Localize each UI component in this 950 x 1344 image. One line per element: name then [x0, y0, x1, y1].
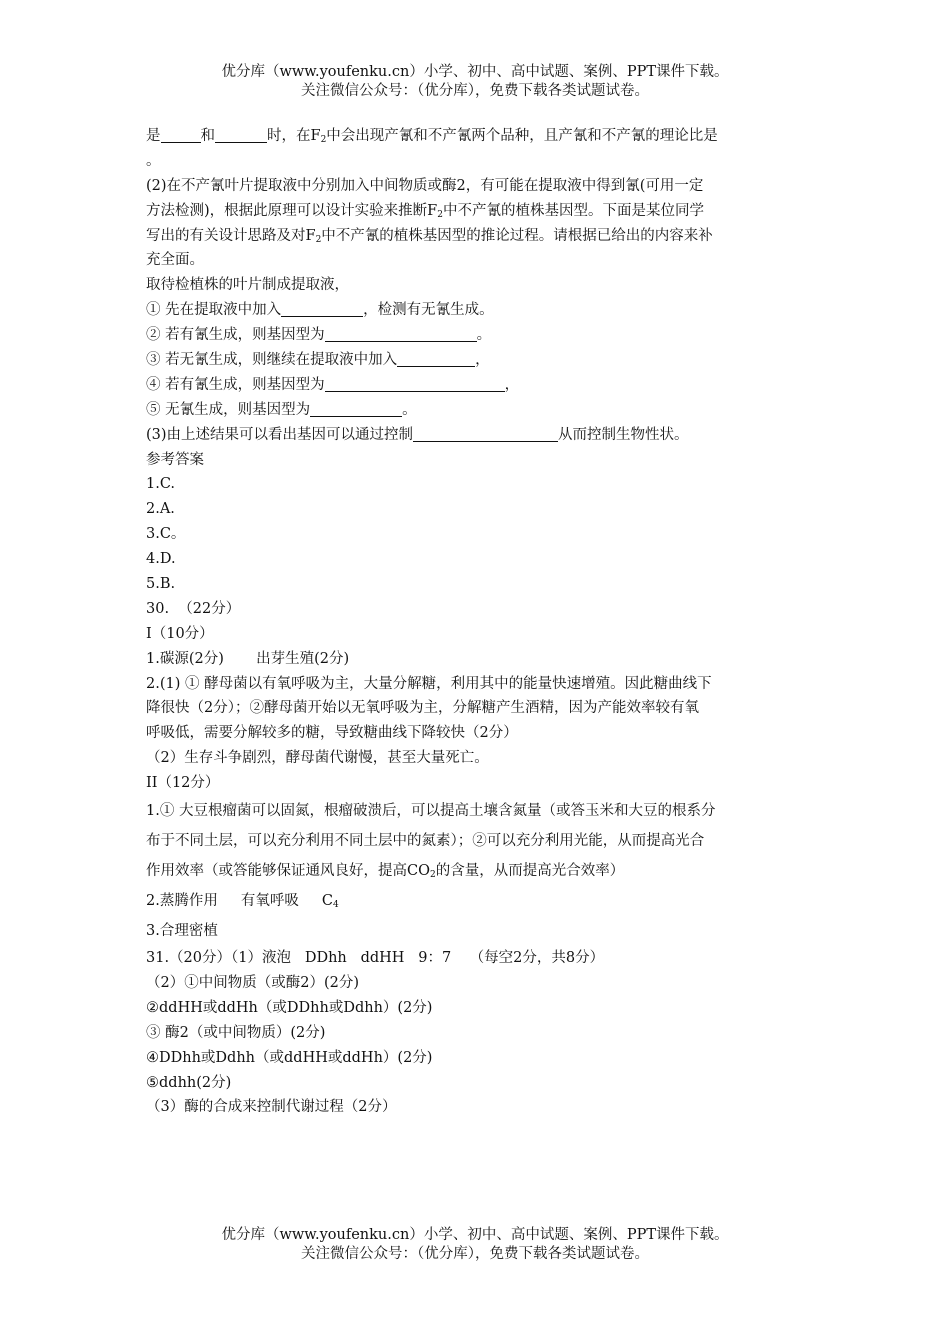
step-4: [146, 373, 811, 398]
text: 中不产氰的植株基因型的推论过程。请根据已给出的内容来补: [321, 227, 713, 244]
answer-30-2-1c: [146, 856, 811, 886]
text: 写出的有关设计思路及对F: [146, 227, 316, 244]
answer-31-6: ⑤ddhh(2分): [146, 1074, 232, 1091]
footer-line-2: 关注微信公众号：（优分库），免费下载各类试题试卷。: [301, 1246, 649, 1262]
answer-3: 3.C。: [146, 526, 186, 543]
answer-blank: [161, 127, 201, 143]
subscript: 2: [320, 135, 327, 145]
text: 中会出现产氰和不产氰两个品种，且产氰和不产氰的理论比是: [326, 128, 718, 144]
answer-blank: [281, 301, 363, 317]
text: ③ 若无氰生成，则继续在提取液中加入: [146, 352, 398, 369]
q31-2-line-2: [146, 199, 811, 224]
text: ② 若有氰生成，则基因型为: [146, 327, 325, 344]
text: 的含量，从而提高光合效率）: [435, 863, 625, 880]
q31-2-line-5: 取待检植株的叶片制成提取液，: [146, 277, 349, 294]
answer-31-1: 31.（20分）（1）液泡 DDhh ddHH 9：7 （每空2分，共8分）: [146, 950, 605, 967]
answer-30-1-1: 1.碳源(2分) 出芽生殖(2分): [146, 650, 350, 667]
answer-4: 4.D.: [146, 551, 176, 568]
answer-31-3: ②ddHH或ddHh（或DDhh或Ddhh）(2分): [146, 999, 433, 1016]
answer-31-4: ③ 酶2（或中间物质）(2分): [146, 1024, 326, 1041]
text: 。: [402, 401, 417, 418]
answer-30-2-2: [146, 886, 811, 916]
answer-blank: [310, 401, 402, 417]
text: 是: [146, 128, 161, 144]
header-line-2: 关注微信公众号：（优分库），免费下载各类试题试卷。: [301, 83, 649, 99]
answer-blank: [413, 426, 558, 442]
step-2: [146, 323, 811, 348]
answer-30-part-2: II（12分）: [146, 775, 220, 792]
text: ，检测有无氰生成。: [363, 302, 494, 319]
answer-blank: [397, 351, 475, 367]
text: 作用效率（或答能够保证通风良好，提高CO: [146, 863, 430, 880]
subscript: 2: [315, 234, 322, 245]
text: ，: [475, 352, 490, 369]
answer-5: 5.B.: [146, 576, 176, 593]
subscript: 2: [437, 209, 443, 220]
answer-31-2: （2）①中间物质（或酶2）(2分): [146, 974, 359, 991]
subscript: 4: [333, 900, 339, 911]
answer-30-1-2c: 呼吸低，需要分解较多的糖，导致糖曲线下降较快（2分）: [146, 725, 518, 742]
text: 。: [476, 327, 492, 344]
subscript: 2: [429, 870, 436, 881]
step-1: [146, 298, 811, 323]
answers-title: 参考答案: [146, 451, 204, 468]
step-3: [146, 348, 811, 373]
answer-30-1-2d: （2）生存斗争剧烈，酵母菌代谢慢，甚至大量死亡。: [146, 750, 489, 767]
answer-2: 2.A.: [146, 501, 175, 518]
page-footer: [0, 1226, 950, 1264]
text: ，: [504, 376, 520, 393]
text: 2.蒸腾作用 有氧呼吸 C: [146, 893, 334, 910]
document-body: [146, 124, 811, 1120]
answer-blank: [215, 127, 267, 143]
q31-1-line-1: [146, 124, 811, 149]
answer-31-7: （3）酶的合成来控制代谢过程（2分）: [146, 1099, 397, 1116]
q31-2-line-3: [146, 224, 811, 249]
answer-30-2-1a: 1.① 大豆根瘤菌可以固氮，根瘤破溃后，可以提高土壤含氮量（或答玉米和大豆的根系分: [146, 803, 716, 820]
text: ① 先在提取液中加入: [146, 302, 282, 319]
text: 中不产氰的植株基因型。下面是某位同学: [442, 202, 704, 219]
text: 从而控制生物性状。: [558, 426, 689, 443]
text: 方法检测)，根据此原理可以设计实验来推断F: [146, 202, 438, 219]
answer-30-1-2a: 2.(1) ① 酵母菌以有氧呼吸为主，大量分解糖，利用其中的能量快速增殖。因此糖曲线下: [146, 675, 712, 692]
answer-blank: [325, 376, 505, 392]
answer-30-part-1: I（10分）: [146, 625, 214, 642]
text: 和: [200, 128, 215, 144]
answer-30-1-2b: 降很快（2分）；②酵母菌开始以无氧呼吸为主，分解糖产生酒精，因为产能效率较有氧: [146, 700, 699, 717]
q31-3: [146, 423, 811, 448]
step-5: [146, 398, 811, 423]
answer-blank: [325, 326, 477, 342]
text: (3)由上述结果可以看出基因可以通过控制: [146, 426, 414, 443]
text: 时，在F: [267, 128, 321, 144]
footer-line-1: 优分库（www.youfenku.cn）小学、初中、高中试题、案例、PPT课件下载。: [221, 1227, 729, 1243]
header-line-1: 优分库（www.youfenku.cn）小学、初中、高中试题、案例、PPT课件下载。: [221, 64, 729, 80]
q31-1-line-2: 。: [146, 152, 161, 169]
page-header: [0, 63, 950, 101]
q31-2-line-1: (2)在不产氰叶片提取液中分别加入中间物质或酶2，有可能在提取液中得到氰(可用一定: [146, 177, 704, 194]
answer-31-5: ④DDhh或Ddhh（或ddHH或ddHh）(2分): [146, 1049, 433, 1066]
answer-1: 1.C.: [146, 476, 176, 493]
text: ④ 若有氰生成，则基因型为: [146, 376, 325, 393]
q31-2-line-4: 充全面。: [146, 252, 204, 269]
answer-30-2-1b: 布于不同土层，可以充分利用不同土层中的氮素）；②可以充分利用光能，从而提高光合: [146, 833, 705, 850]
answer-30-2-3: 3.合理密植: [146, 923, 218, 940]
answer-30: 30. （22分）: [146, 600, 241, 617]
text: ⑤ 无氰生成，则基因型为: [146, 401, 311, 418]
